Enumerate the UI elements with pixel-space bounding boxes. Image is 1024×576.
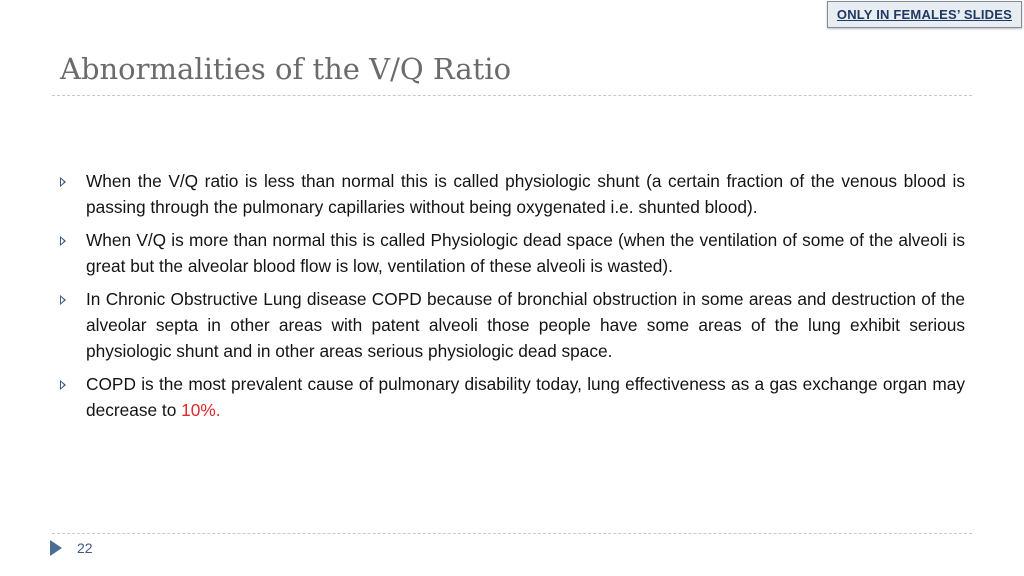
- bullet-arrow-icon: [60, 380, 66, 390]
- slides-badge: [827, 1, 1022, 28]
- bullet-item: [60, 371, 965, 423]
- page-number: 22: [77, 540, 93, 556]
- bullet-text: When the V/Q ratio is less than normal this is called physiologic shunt (a certain fraction of the venous blood is passing through the pulmonary capillaries without being oxygenated i.e. shunted blood).: [86, 171, 965, 217]
- bullet-text: COPD is the most prevalent cause of pulmonary disability today, lung effectiveness as a gas exchange organ may decrease to: [86, 374, 965, 420]
- badge-label: ONLY IN FEMALES’ SLIDES: [836, 7, 1012, 22]
- bullet-arrow-icon: [60, 177, 66, 187]
- bullet-text: When V/Q is more than normal this is called Physiologic dead space (when the ventilation of some of the alveoli is great but the alveolar blood flow is low, ventilation of these alveoli is wasted).: [86, 230, 965, 276]
- bullet-item: [60, 227, 965, 279]
- bullet-text: In Chronic Obstructive Lung disease COPD because of bronchial obstruction in some areas and destruction of the alveolar septa in other areas with patent alveoli those people have some areas of the lung exhibit serious physiologic shunt and in other areas serious physiologic dead space.: [86, 289, 965, 361]
- bullet-item: [60, 168, 965, 220]
- bullet-arrow-icon: [60, 236, 66, 246]
- bullet-list: [60, 168, 965, 430]
- title-divider: [52, 95, 972, 96]
- bullet-arrow-icon: [60, 295, 66, 305]
- highlighted-percentage: 10%.: [181, 400, 221, 420]
- bullet-item: [60, 286, 965, 364]
- footer-divider: [52, 533, 972, 534]
- slide-title: Abnormalities of the V/Q Ratio: [60, 52, 512, 86]
- footer-arrow-icon: [50, 540, 62, 556]
